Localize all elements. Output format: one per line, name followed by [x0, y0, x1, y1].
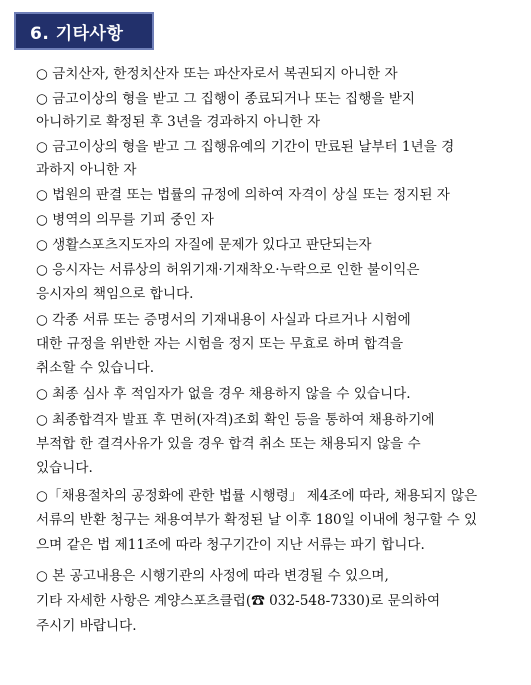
list-item-continuation: 있습니다. [36, 460, 93, 476]
list-item-continuation: 아니하기로 확정된 후 3년을 경과하지 아니한 자 [36, 114, 321, 130]
list-item: ○ 최종합격자 발표 후 면허(자격)조회 확인 등을 통하여 채용하기에 [36, 412, 435, 428]
section-title: 6. 기타사항 [30, 23, 124, 44]
list-item-continuation: 과하지 아니한 자 [36, 162, 137, 178]
list-item: ○ 금치산자, 한정치산자 또는 파산자로서 복권되지 아니한 자 [36, 66, 398, 82]
list-item-continuation: 으며 같은 법 제11조에 따라 청구기간이 지난 서류는 파기 합니다. [36, 537, 425, 553]
section-header [14, 12, 154, 50]
list-item: ○ 각종 서류 또는 증명서의 기재내용이 사실과 다르거나 시험에 [36, 312, 411, 328]
list-item: ○ 본 공고내용은 시행기관의 사정에 따라 변경될 수 있으며, [36, 568, 389, 584]
list-item-continuation: 기타 자세한 사항은 계양스포츠클럽(☎ 032-548-7330)로 문의하여 [36, 593, 441, 609]
list-item: ○ 응시자는 서류상의 허위기재·기재착오·누락으로 인한 불이익은 [36, 262, 420, 278]
list-item: ○ 금고이상의 형을 받고 그 집행유예의 기간이 만료된 날부터 1년을 경 [36, 139, 455, 155]
list-item: ○ 법원의 판결 또는 법률의 규정에 의하여 자격이 상실 또는 정지된 자 [36, 187, 450, 203]
list-item-continuation: 응시자의 책임으로 합니다. [36, 286, 194, 302]
list-item: ○「채용절차의 공정화에 관한 법률 시행령」 제4조에 따라, 채용되지 않은 [36, 488, 478, 504]
list-item-continuation: 취소할 수 있습니다. [36, 360, 155, 376]
list-item-continuation: 대한 규정을 위반한 자는 시험을 정지 또는 무효로 하며 합격을 [36, 336, 404, 352]
list-item: ○ 최종 심사 후 적임자가 없을 경우 채용하지 않을 수 있습니다. [36, 386, 411, 402]
list-item: ○ 병역의 의무를 기피 중인 자 [36, 212, 214, 228]
list-item-continuation: 부적합 한 결격사유가 있을 경우 합격 취소 또는 채용되지 않을 수 [36, 436, 421, 452]
list-item: ○ 생활스포츠지도자의 자질에 문제가 있다고 판단되는자 [36, 237, 372, 253]
list-item: ○ 금고이상의 형을 받고 그 집행이 종료되거나 또는 집행을 받지 [36, 91, 416, 107]
list-item-continuation: 서류의 반환 청구는 채용여부가 확정된 날 이후 180일 이내에 청구할 수 있 [36, 512, 478, 528]
list-item-continuation: 주시기 바랍니다. [36, 618, 137, 634]
